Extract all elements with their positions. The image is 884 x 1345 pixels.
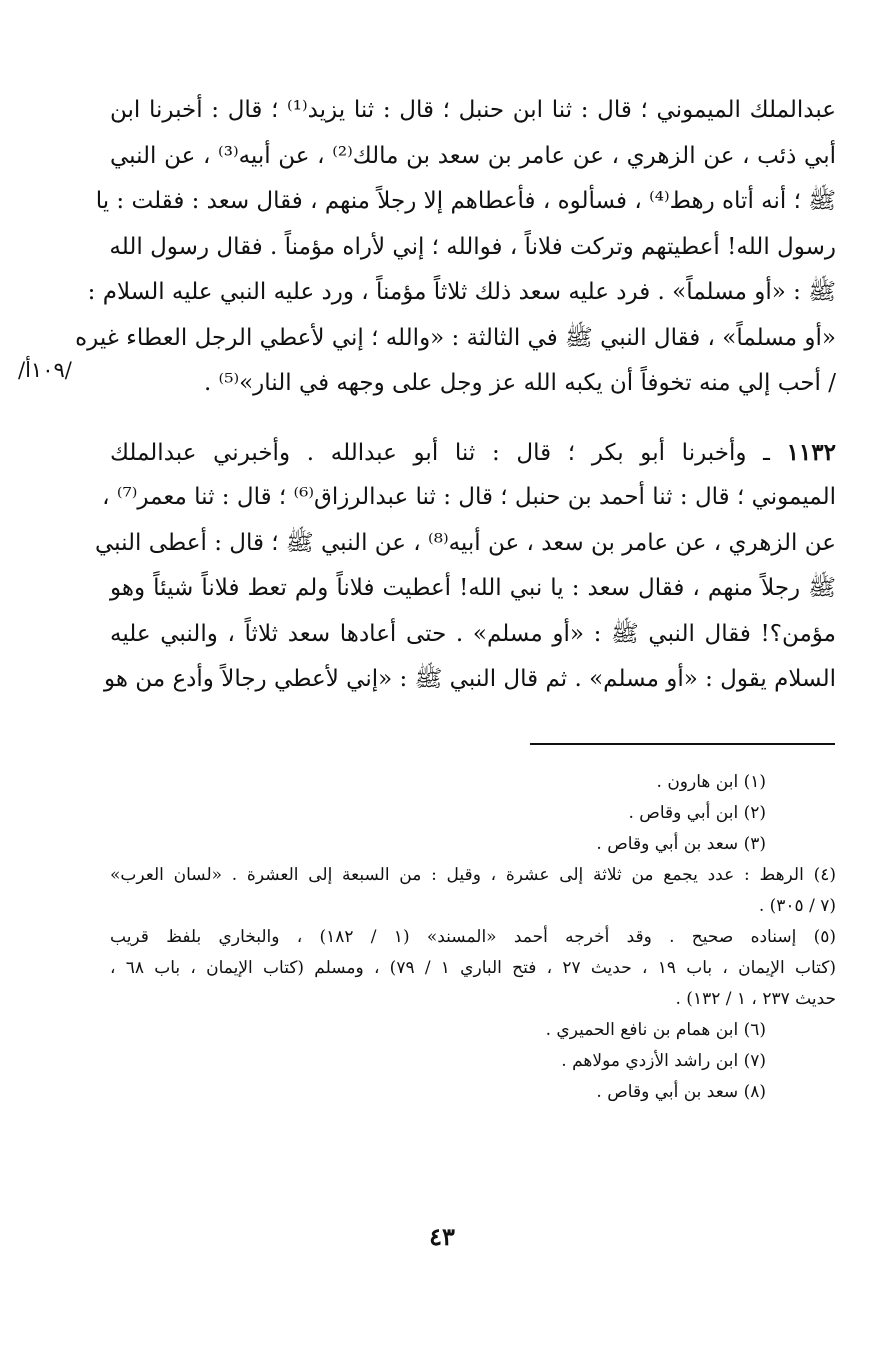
text-line: ﷺ رجلاً منهم ، فقال سعد : يا نبي الله! أعطيت فلاناً ولم تعط فلاناً شيئاً وهو (110, 575, 836, 601)
page-number: ٤٣ (429, 1222, 455, 1251)
manuscript-folio-marker: /١٠٩أ/ (18, 358, 72, 382)
main-text (75, 88, 837, 703)
footnote: (٥) إسناده صحيح . وقد أخرجه أحمد «المسند» (١ / ١٨٢) ، والبخاري بلفظ قريب (110, 927, 836, 947)
text-line: ﷺ : «أو مسلماً» . فرد عليه سعد ذلك ثلاثاً مؤمناً ، ورد عليه النبي عليه السلام : (87, 279, 836, 305)
text-line: مؤمن؟! فقال النبي ﷺ : «أو مسلم» . حتى أعادها سعد ثلاثاً ، والنبي عليه (110, 620, 836, 647)
text-line: / أحب إلي منه تخوفاً أن يكبه الله عز وجل على وجهه في النار»⁽⁵⁾ . (203, 370, 836, 396)
text-line (110, 430, 836, 476)
footnote: (٨) سعد بن أبي وقاص . (596, 1082, 766, 1102)
footnote-continuation: (كتاب الإيمان ، باب ١٩ ، حديث ٢٧ ، فتح الباري ١ / ٧٩) ، ومسلم (كتاب الإيمان ، باب ٦٨ ، (110, 958, 837, 978)
text-line: السلام يقول : «أو مسلم» . ثم قال النبي ﷺ : «إني لأعطي رجالاً وأدع من هو (103, 666, 836, 692)
footnote-continuation: حديث ٢٣٧ ، ١ / ١٣٢) . (675, 989, 836, 1009)
text-line: أبي ذئب ، عن الزهري ، عن عامر بن سعد بن مالك⁽²⁾ ، عن أبيه⁽³⁾ ، عن النبي (110, 142, 837, 169)
text-line: رسول الله! أعطيتهم وتركت فلاناً ، فوالله ؛ إني لأراه مؤمناً . فقال رسول الله (109, 233, 836, 260)
text-line: عبدالملك الميموني ؛ قال : ثنا ابن حنبل ؛ قال : ثنا يزيد⁽¹⁾ ؛ قال : أخبرنا ابن (110, 97, 836, 123)
footnote: (١) ابن هارون . (656, 772, 766, 792)
footnote: (٣) سعد بن أبي وقاص . (596, 834, 766, 854)
footnote: (٧) ابن راشد الأزدي مولاهم . (561, 1051, 766, 1071)
footnote: (٤) الرهط : عدد يجمع من ثلاثة إلى عشرة ، وقيل : من السبعة إلى العشرة . «لسان العرب» (110, 865, 836, 885)
text-segment: ـ وأخبرنا أبو بكر ؛ قال : ثنا أبو عبدالله . وأخبرني عبدالملك (110, 439, 770, 466)
text-line: الميموني ؛ قال : ثنا أحمد بن حنبل ؛ قال : ثنا عبدالرزاق⁽⁶⁾ ؛ قال : ثنا معمر⁽⁷⁾ ، (102, 484, 836, 510)
text-line: عن الزهري ، عن عامر بن سعد ، عن أبيه⁽⁸⁾ ، عن النبي ﷺ ؛ قال : أعطى النبي (94, 529, 836, 556)
footnotes (110, 767, 836, 1108)
hadith-number: ١١٣٢ (786, 438, 836, 466)
text-line: ﷺ ؛ أنه أتاه رهط⁽⁴⁾ ، فسألوه ، فأعطاهم إلا رجلاً منهم ، فقال سعد : فقلت : يا (95, 188, 836, 214)
text-line: «أو مسلماً» ، فقال النبي ﷺ في الثالثة : «والله ؛ إني لأعطي الرجل العطاء غيره (75, 324, 836, 351)
paragraph-gap (110, 407, 836, 430)
footnote: (٦) ابن همام بن نافع الحميري . (545, 1020, 766, 1040)
footnote: (٢) ابن أبي وقاص . (628, 803, 766, 823)
footnote-divider (530, 743, 835, 745)
footnote-continuation: (٧ / ٣٠٥) . (758, 896, 836, 916)
